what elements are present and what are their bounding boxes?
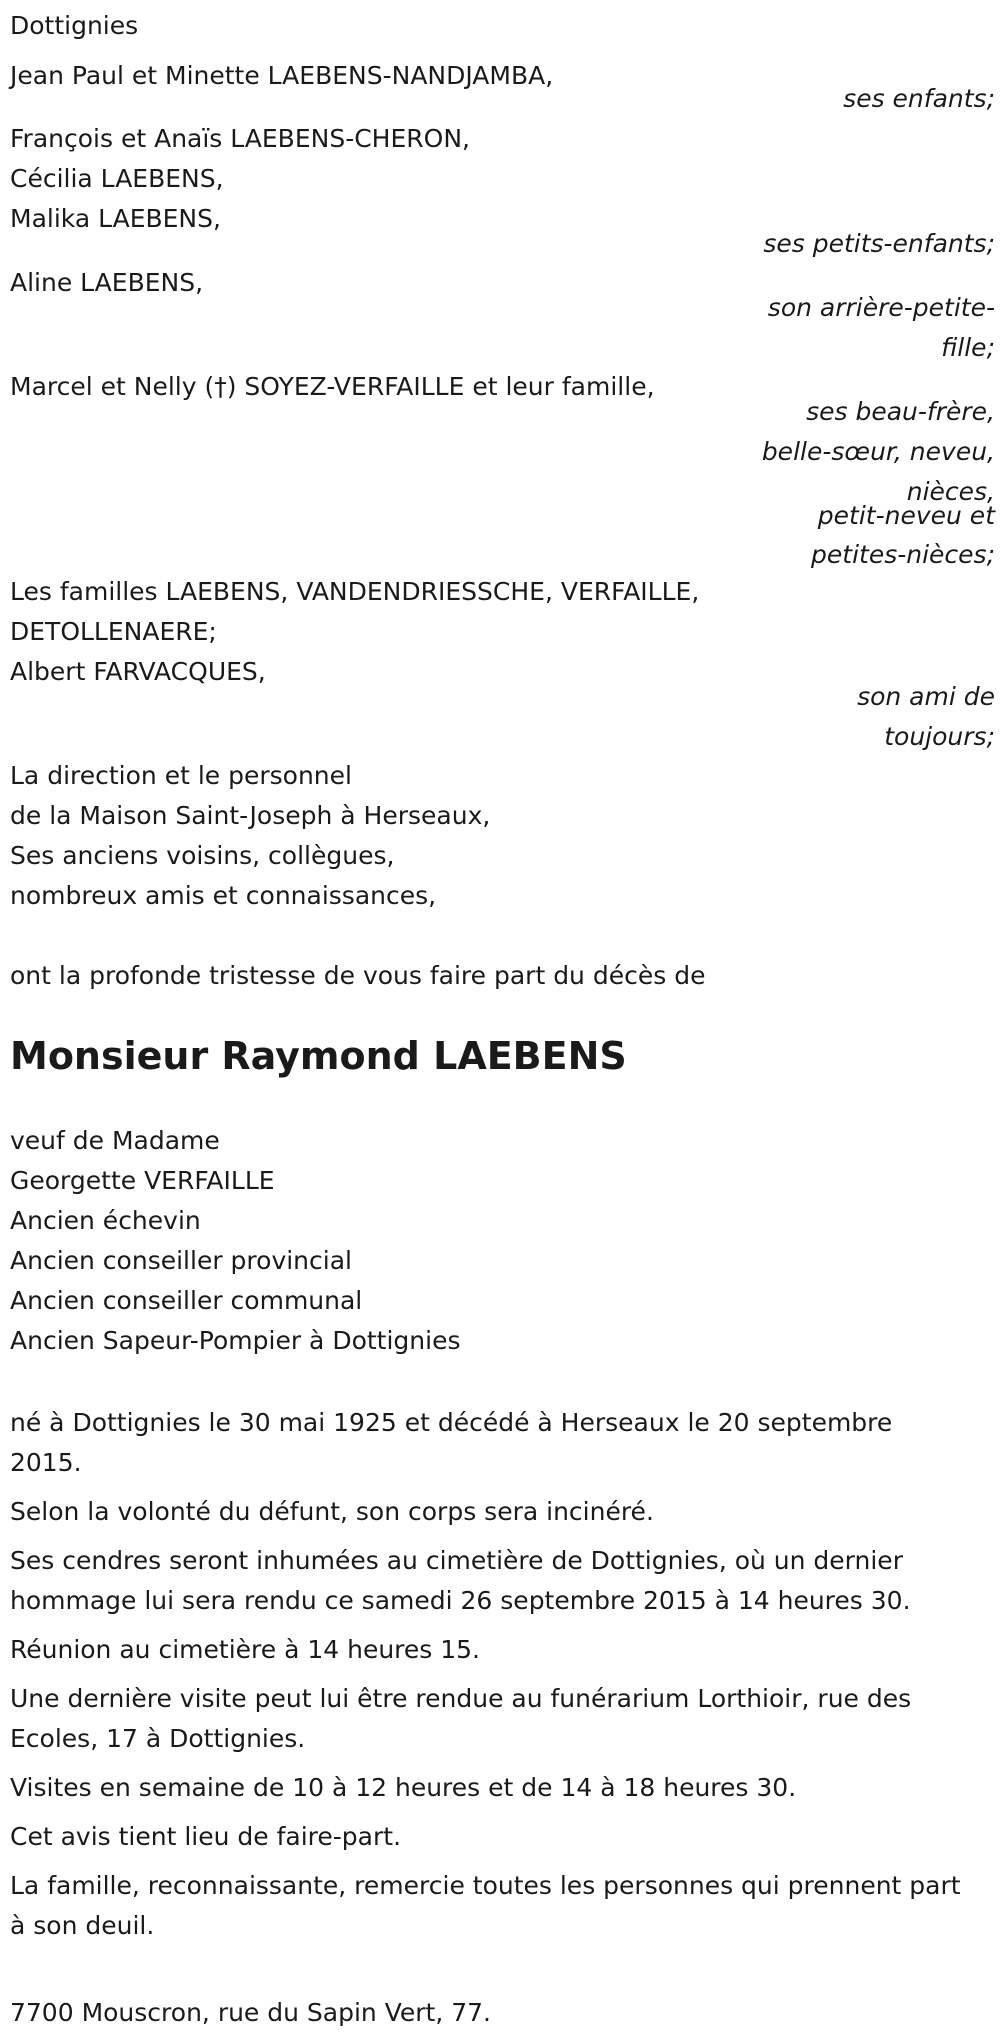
title-5: Ancien conseiller communal <box>10 1286 363 1315</box>
title-2: Georgette VERFAILLE <box>10 1166 275 1195</box>
grandchild-3: Malika LAEBENS, <box>10 204 221 233</box>
grandchildren-role: ses petits-enfants; <box>763 229 995 258</box>
grandchild-2: Cécilia LAEBENS, <box>10 164 224 193</box>
great-grandchild-role-2: fille; <box>941 333 995 362</box>
inlaws-role-5: petites-nièces; <box>811 540 995 569</box>
inlaws-names: Marcel et Nelly (†) SOYEZ-VERFAILLE et leur famille, <box>10 372 655 401</box>
families-line-2: DETOLLENAERE; <box>10 617 217 646</box>
detail-visits: Visites en semaine de 10 à 12 heures et de 14 à 18 heures 30. <box>10 1773 797 1802</box>
children-names: Jean Paul et Minette LAEBENS-NANDJAMBA, <box>10 61 554 90</box>
inlaws-role-3: nièces, <box>906 477 995 506</box>
title-6: Ancien Sapeur-Pompier à Dottignies <box>10 1326 461 1355</box>
detail-funeral-home: Une dernière visite peut lui être rendue au funérarium Lorthioir, rue des Ecoles, 17 à Dottignies. <box>10 1684 912 1753</box>
inlaws-role-2: belle-sœur, neveu, <box>761 437 995 466</box>
families-line-1: Les familles LAEBENS, VANDENDRIESSCHE, VERFAILLE, <box>10 577 700 606</box>
children-role: ses enfants; <box>843 84 995 113</box>
detail-incineration: Selon la volonté du défunt, son corps sera incinéré. <box>10 1497 654 1526</box>
great-grandchild-role-1: son arrière-petite- <box>767 293 995 322</box>
friend-name: Albert FARVACQUES, <box>10 657 266 686</box>
friend-role-2: toujours; <box>884 722 995 751</box>
inlaws-role-1: ses beau-frère, <box>806 397 995 426</box>
title-3: Ancien échevin <box>10 1206 201 1235</box>
grandchild-1: François et Anaïs LAEBENS-CHERON, <box>10 124 470 153</box>
others-line-2: de la Maison Saint-Joseph à Herseaux, <box>10 801 491 830</box>
detail-thanks: La famille, reconnaissante, remercie toutes les personnes qui prennent part à son deuil. <box>10 1871 961 1940</box>
others-line-1: La direction et le personnel <box>10 761 352 790</box>
detail-birth-death: né à Dottignies le 30 mai 1925 et décédé à Herseaux le 20 septembre 2015. <box>10 1408 893 1477</box>
inlaws-role-4: petit-neveu et <box>817 501 995 530</box>
others-line-3: Ses anciens voisins, collègues, <box>10 841 395 870</box>
detail-gathering: Réunion au cimetière à 14 heures 15. <box>10 1635 481 1664</box>
deceased-name: Monsieur Raymond LAEBENS <box>10 1034 627 1078</box>
title-4: Ancien conseiller provincial <box>10 1246 352 1275</box>
detail-notice: Cet avis tient lieu de faire-part. <box>10 1822 402 1851</box>
others-line-4: nombreux amis et connaissances, <box>10 881 437 910</box>
address: 7700 Mouscron, rue du Sapin Vert, 77. <box>10 1998 491 2027</box>
announcement: ont la profonde tristesse de vous faire part du décès de <box>10 961 706 990</box>
friend-role-1: son ami de <box>857 682 995 711</box>
great-grandchild-name: Aline LAEBENS, <box>10 268 204 297</box>
location: Dottignies <box>10 11 139 40</box>
detail-burial: Ses cendres seront inhumées au cimetière de Dottignies, où un dernier hommage lui sera rendu ce samedi 26 septembre 2015 à 14 heures 30. <box>10 1546 911 1615</box>
title-1: veuf de Madame <box>10 1126 220 1155</box>
